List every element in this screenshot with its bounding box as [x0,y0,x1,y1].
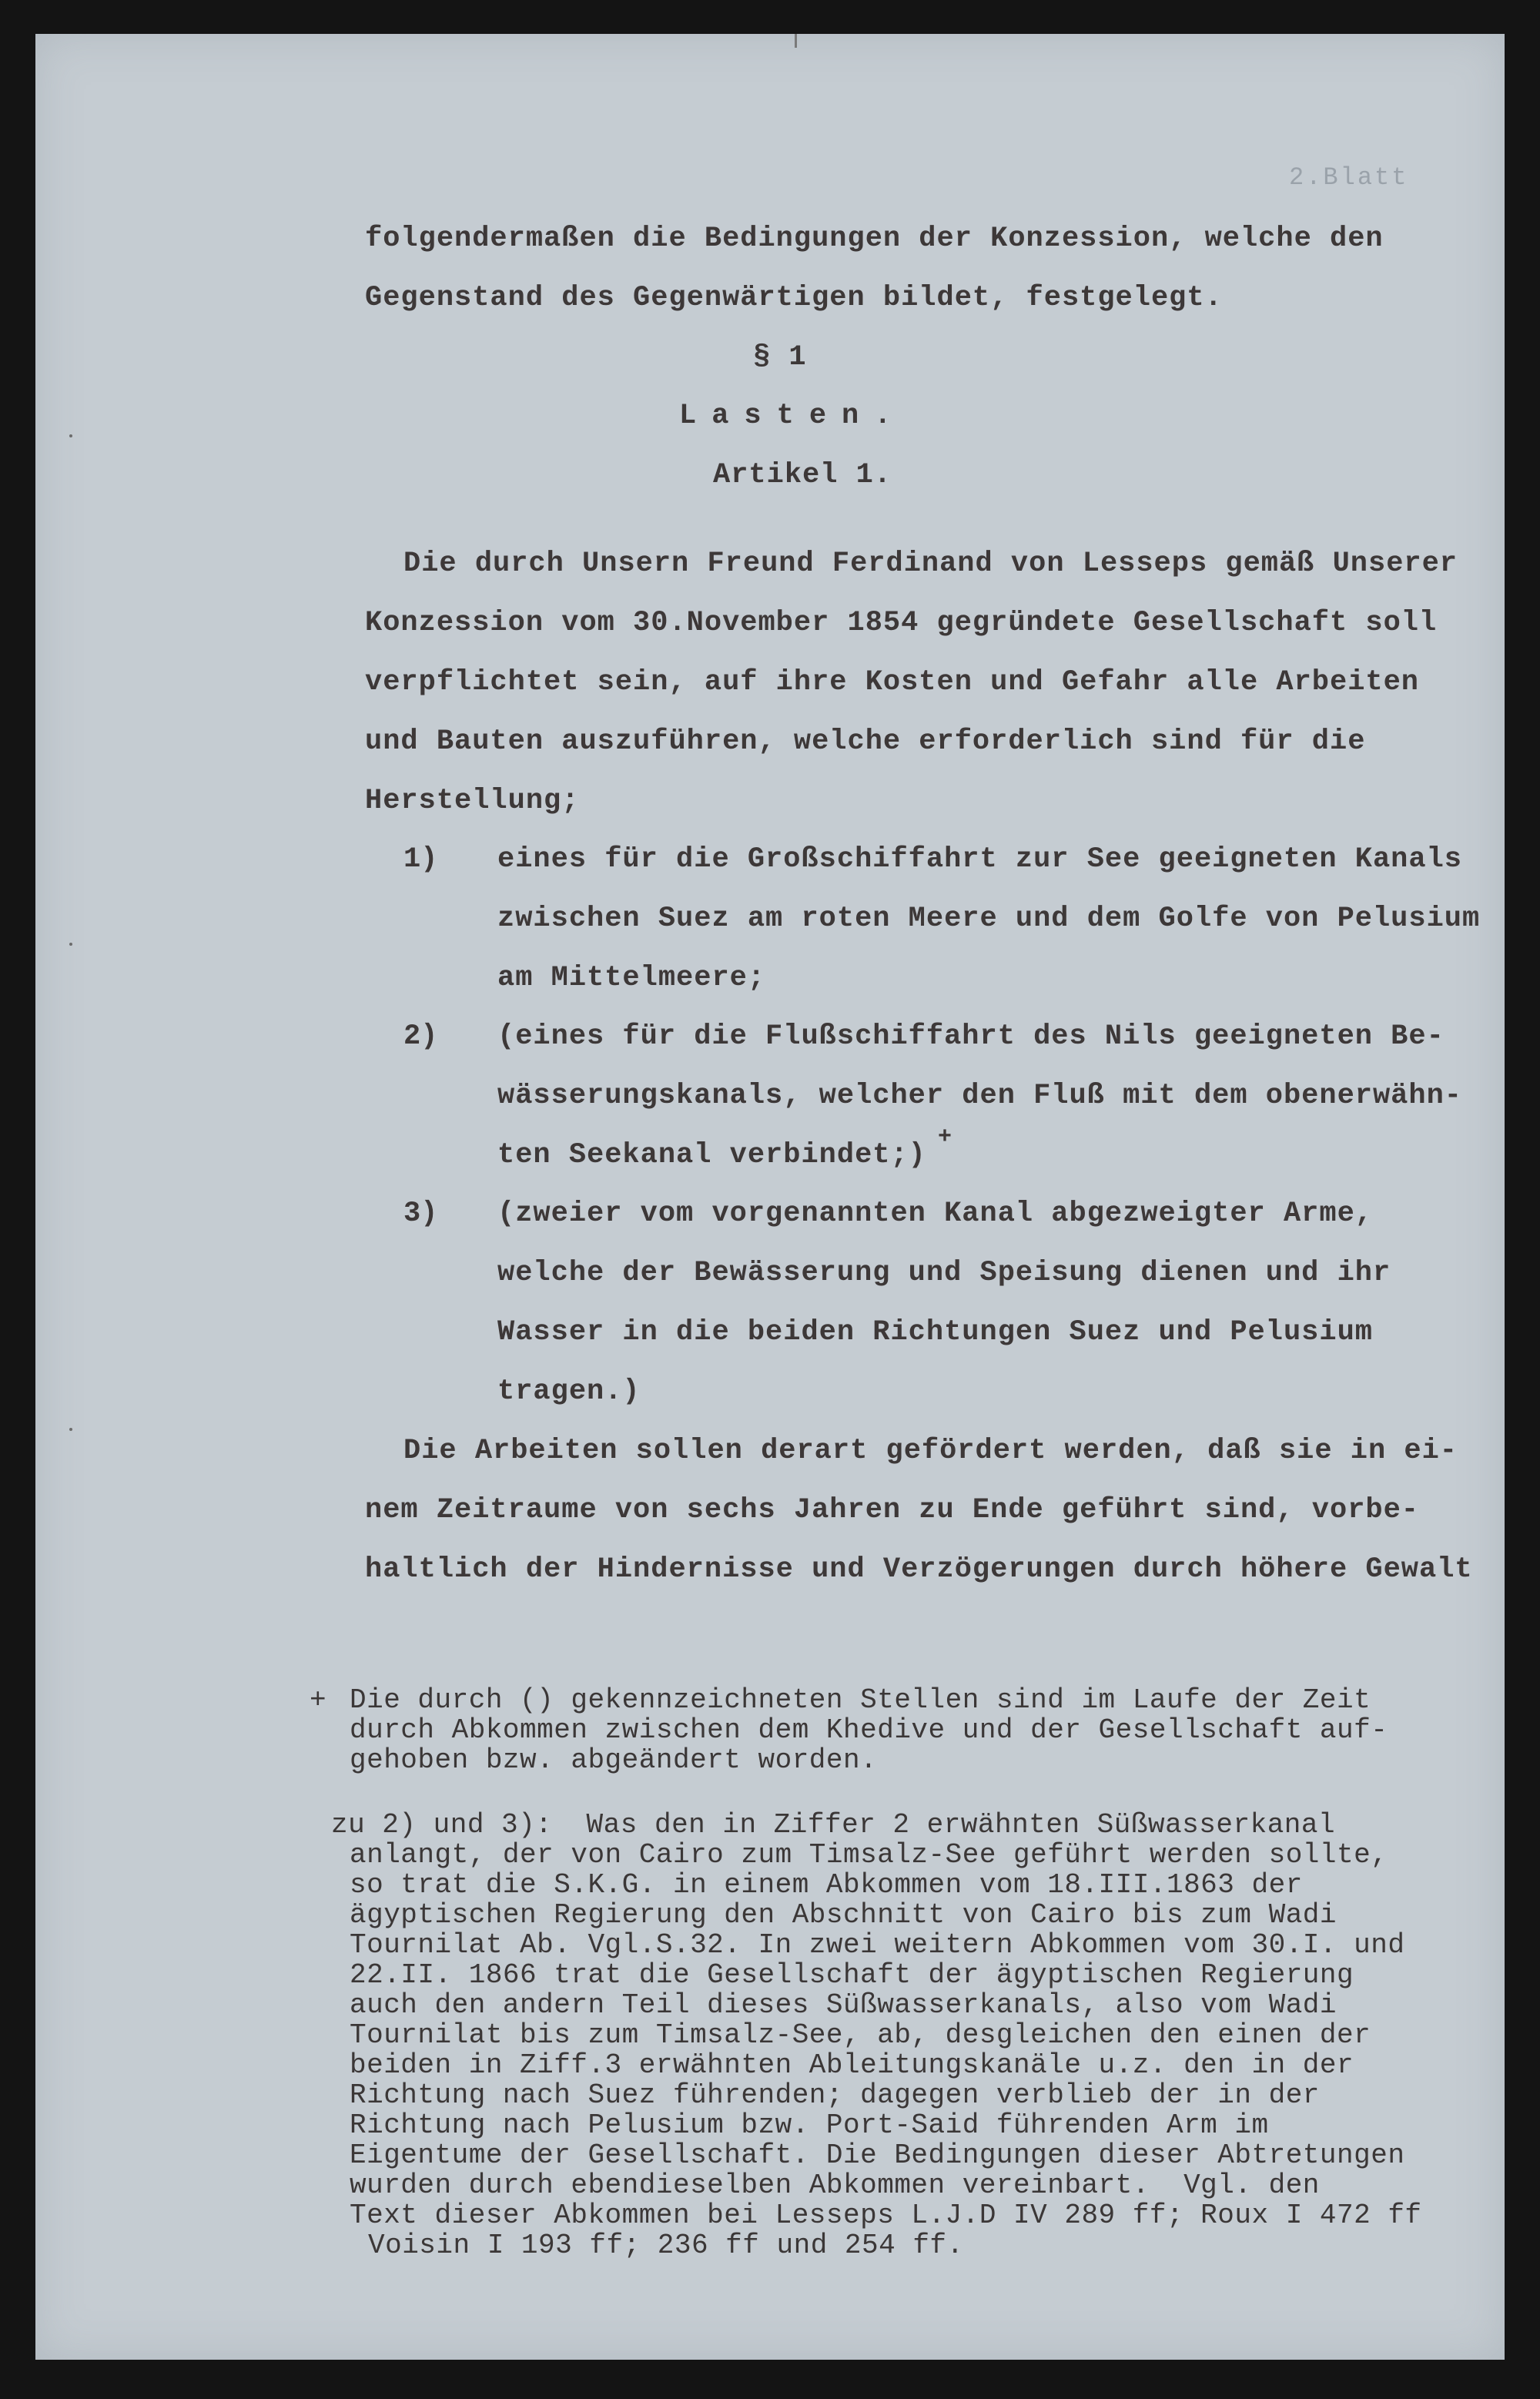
note-line: Eigentume der Gesellschaft. Die Bedingungen dieser Abtretungen [350,2139,1405,2171]
punch-dot [69,1428,72,1431]
note-line: Richtung nach Suez führenden; dagegen verblieb der in der [350,2079,1320,2111]
intro-line: Gegenstand des Gegenwärtigen bildet, festgelegt. [365,282,1223,314]
footnote-line: Die durch () gekennzeichneten Stellen sind im Laufe der Zeit [350,1684,1371,1716]
body-line: und Bauten auszuführen, welche erforderlich sind für die [365,725,1366,758]
item-line: wässerungskanals, welcher den Fluß mit dem obenerwähn- [497,1080,1462,1112]
note-line: Tournilat bis zum Timsalz-See, ab, desgleichen den einen der [350,2019,1371,2051]
item-line: eines für die Großschiffahrt zur See geeigneten Kanals [497,843,1462,876]
item-line: (eines für die Flußschiffahrt des Nils geeigneten Be- [497,1020,1445,1053]
closing-line: haltlich der Hindernisse und Verzögerungen durch höhere Gewalt [365,1553,1473,1586]
footnote-marker: + [310,1684,327,1716]
note-line: beiden in Ziff.3 erwähnten Ableitungskanäle u.z. den in der [350,2049,1354,2081]
note-line: auch den andern Teil dieses Süßwasserkanals, also vom Wadi [350,1989,1337,2021]
closing-line: nem Zeitraume von sechs Jahren zu Ende geführt sind, vorbe- [365,1494,1420,1526]
article-heading: Artikel 1. [713,459,892,491]
item-number: 2) [403,1020,438,1053]
note-line: anlangt, der von Cairo zum Timsalz-See geführt werden sollte, [350,1839,1388,1871]
item-number: 3) [403,1198,438,1230]
footnote-marker: + [938,1124,952,1151]
item-line: (zweier vom vorgenannten Kanal abgezweigter Arme, [497,1198,1373,1230]
note-line: so trat die S.K.G. in einem Abkommen vom 18.III.1863 der [350,1869,1303,1901]
note-line: zu 2) und 3): Was den in Ziffer 2 erwähnten Süßwasserkanal [331,1809,1336,1841]
item-line: welche der Bewässerung und Speisung dienen und ihr [497,1257,1391,1289]
body-line: Die durch Unsern Freund Ferdinand von Lesseps gemäß Unserer [403,548,1458,580]
note-line: Voisin I 193 ff; 236 ff und 254 ff. [368,2230,964,2261]
item-line: tragen.) [497,1375,641,1408]
note-line: Tournilat Ab. Vgl.S.32. In zwei weitern Abkommen vom 30.I. und [350,1929,1405,1961]
footnote-line: gehoben bzw. abgeändert worden. [350,1744,878,1776]
note-line: Text dieser Abkommen bei Lesseps L.J.D IV 289 ff; Roux I 472 ff [350,2200,1422,2231]
punch-dot [69,434,72,437]
item-number: 1) [403,843,438,876]
body-line: Herstellung; [365,785,580,817]
punch-dot [69,943,72,946]
item-line: ten Seekanal verbindet;) [497,1139,926,1171]
page-number-stamp: 2.Blatt [1289,163,1409,192]
item-line: zwischen Suez am roten Meere und dem Golfe von Pelusium [497,903,1481,935]
body-line: verpflichtet sein, auf ihre Kosten und Gefahr alle Arbeiten [365,666,1420,699]
item-line: am Mittelmeere; [497,962,766,994]
item-line: Wasser in die beiden Richtungen Suez und Pelusium [497,1316,1373,1349]
note-line: ägyptischen Regierung den Abschnitt von Cairo bis zum Wadi [350,1899,1337,1931]
intro-line: folgendermaßen die Bedingungen der Konzession, welche den [365,223,1384,255]
section-symbol: § 1 [753,341,807,374]
note-line: wurden durch ebendieselben Abkommen vereinbart. Vgl. den [350,2169,1320,2201]
closing-line: Die Arbeiten sollen derart gefördert werden, daß sie in ei- [403,1435,1458,1467]
binding-mark [795,34,797,48]
footnote-line: durch Abkommen zwischen dem Khedive und der Gesellschaft auf- [350,1714,1388,1746]
section-title: Lasten. [679,400,907,432]
note-line: 22.II. 1866 trat die Gesellschaft der ägyptischen Regierung [350,1959,1354,1991]
body-line: Konzession vom 30.November 1854 gegründete Gesellschaft soll [365,607,1438,639]
note-line: Richtung nach Pelusium bzw. Port-Said führenden Arm im [350,2109,1269,2141]
document-page [35,34,1505,2360]
